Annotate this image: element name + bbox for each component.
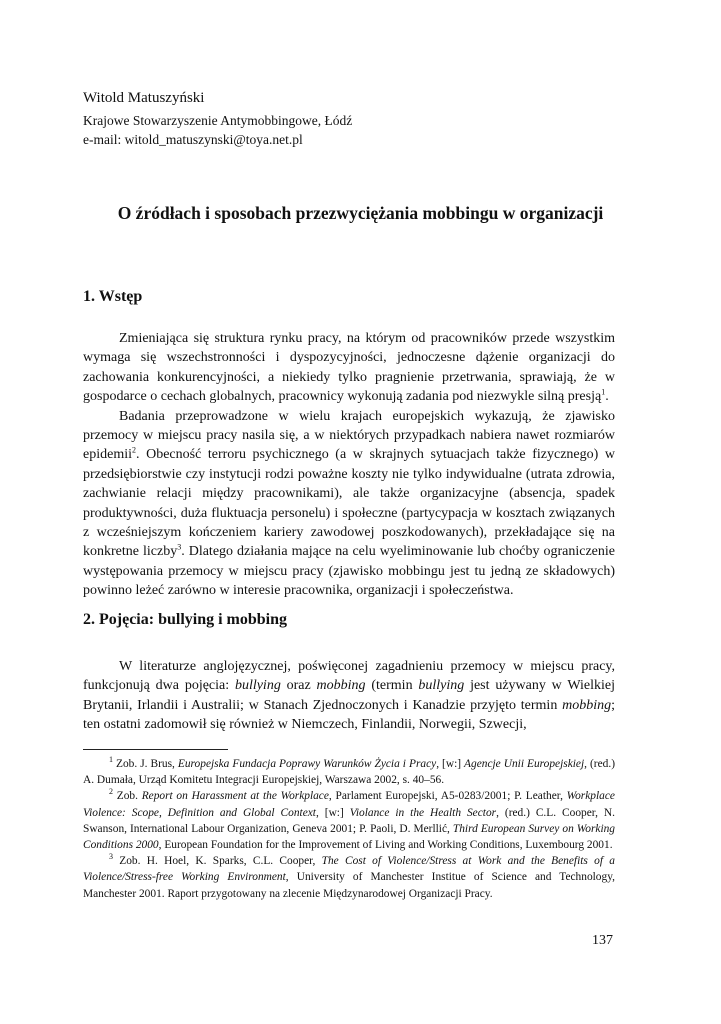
footnote-2: $^2$ Zob. Report on Harassment at the Workplace, Parlament Europejski, A5-0283/2001; P. Leather, Workplace Violence: Scope, Definition and Global Context, [w:] Violance in the Health Sector, (red.) C.L. Cooper, N. Swanson, International Labour Organization, Geneva 2001; P. Paoli, D. Merllić, Third European Survey on Working Conditions 2000, European Foundation for the Improvement of Living and Working Conditions, Luxembourg 2001. (83, 787, 615, 852)
footnote-3: $^3$ Zob. H. Hoel, K. Sparks, C.L. Cooper, The Cost of Violence/Stress at Work and the Benefits of a Violence/Stress-free Working Environment, University of Manchester Institue of Science and Technology, Manchester 2001. Raport przygotowany na zlecenie Międzynarodowej Organizacji Pracy. (83, 852, 616, 900)
article-title: O źródłach i sposobach przezwyciężania mobbingu w organizacji (117, 203, 604, 223)
paragraph: Badania przeprowadzone w wielu krajach europejskich wykazują, że zjawisko przemocy w miejscu pracy nasila się, a w niektórych przypadkach nabiera nawet rozmiarów epidemii$^2$. Obecność terroru psychicznego (a w skrajnych sytuacjach także fizycznego) w przedsiębiorstwie czy instytucji rodzi poważne koszty nie tylko indywidualne (utrata zdrowia, zachwianie relacji między pracownikami), ale także organizacyjne (absencja, spadek produktywności, duża fluktuacja personelu) i społeczne (partycypacja w kosztach związanych z wcześniejszym kończeniem kariery zawodowej poszkodowanych), przekładające się na konkretne liczby$^3$. Dlatego działania mające na celu wyeliminowanie lub choćby ograniczenie występowania przemocy w miejscu pracy (zjawisko mobbingu jest tu jedną ze składowych) powinno leżeć zarówno w interesie pracownika, organizacji i społeczeństwa. (83, 408, 615, 599)
paragraph: W literaturze anglojęzycznej, poświęconej zagadnieniu przemocy w miejscu pracy, funkcjonują dwa pojęcia: bullying oraz mobbing (termin bullying jest używany w Wielkiej Brytanii, Irlandii i Australii; w Stanach Zjednoczonych i Kanadzie przyjęto termin mobbing; ten ostatni zadomowił się również w Niemczech, Finlandii, Norwegii, Szwecji, (83, 659, 615, 733)
section-heading-1: 1. Wstęp (83, 288, 143, 305)
footnote-ref[interactable]: 1 (601, 387, 606, 397)
section-2-body (83, 657, 615, 735)
footnote-separator (83, 749, 228, 750)
paragraph: Zmieniająca się struktura rynku pracy, na którym od pracowników przede wszystkim wymaga się wszechstronności i dyspozycyjności, jednoczesne dążenie organizacji do zachowania konkurencyjności, a niekiedy tylko pragnienie przetrwania, sprawiają, że w gospodarce o cechach globalnych, pracownicy wykonują zadania pod niezwykle silną presją$^1$. (83, 331, 615, 405)
page-number: 137 (592, 933, 613, 948)
author-affiliation-block (83, 111, 352, 149)
email: e-mail: witold_matuszynski@toya.net.pl (83, 132, 303, 147)
author-name: Witold Matuszyński (83, 90, 205, 106)
footnote-ref[interactable]: 2 (132, 445, 136, 455)
section-heading-2: 2. Pojęcia: bullying i mobbing (83, 611, 288, 628)
affiliation: Krajowe Stowarzyszenie Antymobbingowe, Łódź (83, 113, 353, 128)
footnote-ref[interactable]: 3 (177, 542, 182, 552)
footnotes (83, 756, 615, 902)
section-1-body (83, 329, 615, 601)
footnote-1: $^1$ Zob. J. Brus, Europejska Fundacja Poprawy Warunków Życia i Pracy, [w:] Agencje Unii Europejskiej, (red.) A. Dumała, Urząd Komitetu Integracji Europejskiej, Warszawa 2002, s. 40–56. (83, 755, 615, 787)
